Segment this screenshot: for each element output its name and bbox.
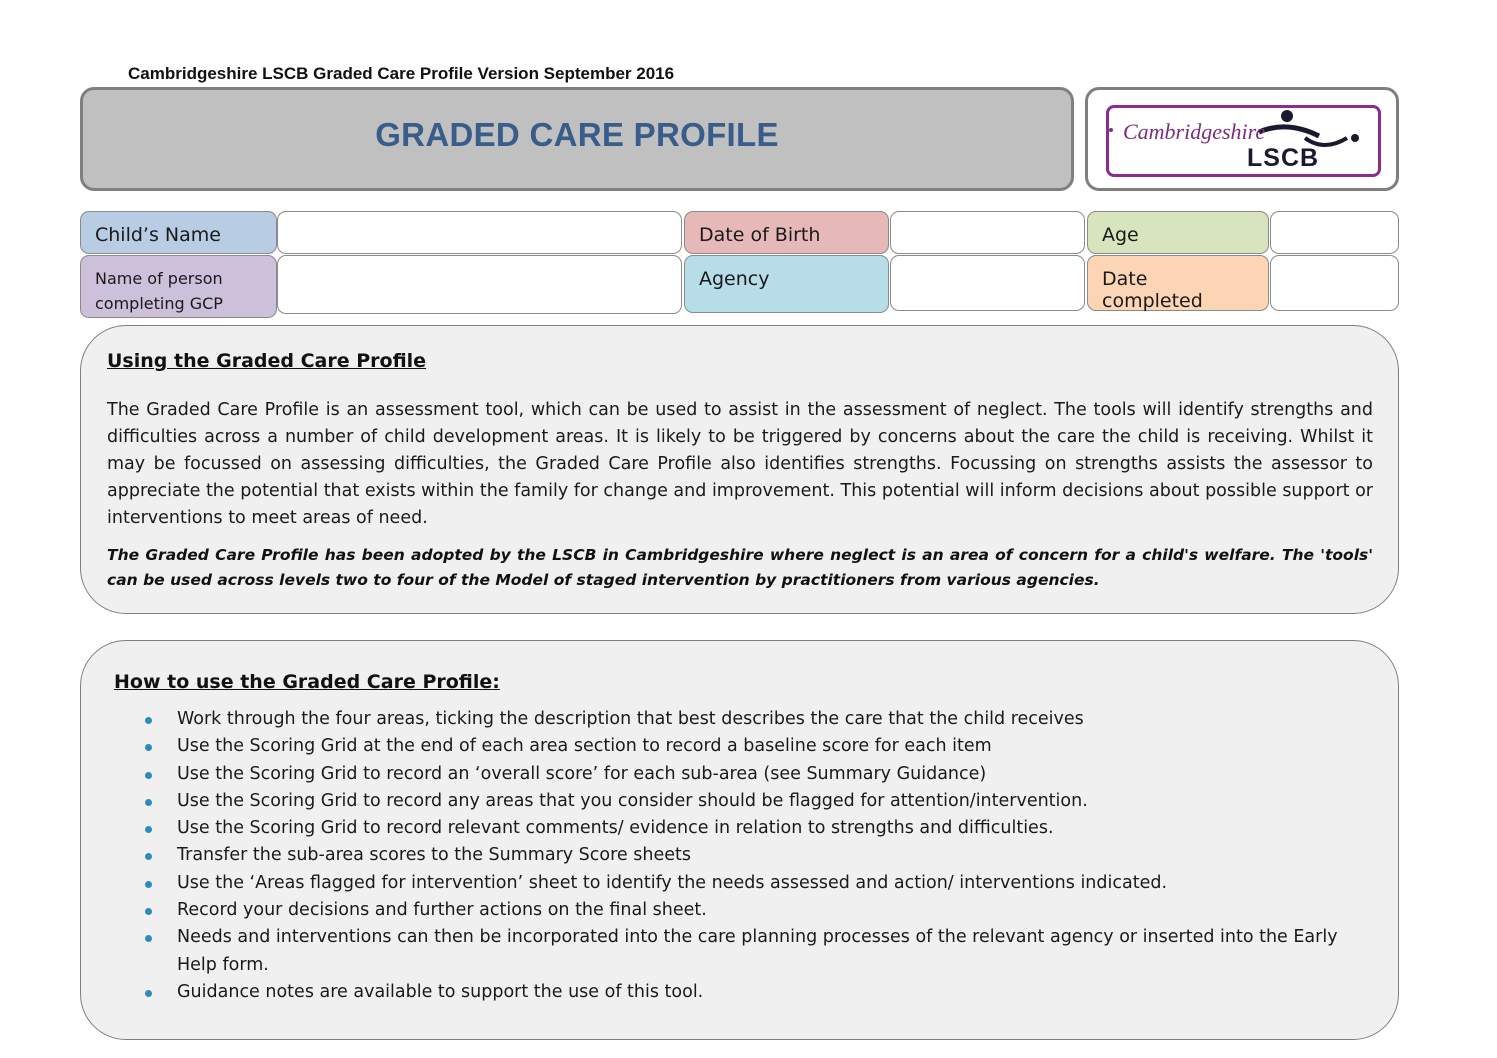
agency-field[interactable] [890,255,1085,311]
list-item-text: Use the ‘Areas flagged for intervention’ sheet to identify the needs assessed and action/ interventions indicated. [177,872,1168,893]
childs-name-label: Child’s Name [80,211,277,254]
bullet-icon [145,990,152,997]
list-item-text: Work through the four areas, ticking the description that best describes the care that the child receives [177,709,1084,729]
list-item [145,870,1345,897]
using-gcp-body: The Graded Care Profile is an assessment tool, which can be used to assist in the assessment of neglect. The tools will identify strengths and difficulties across a number of child development areas. It is likely to be triggered by concerns about the care the child is receiving. Whilst it may be focussed on assessing difficulties, the Graded Care Profile also identifies strengths. Focussing on strengths assists the assessor to appreciate the potential that exists within the family for change and improvement. This potential will inform decisions about possible support or interventions to meet areas of need. [107,400,1373,528]
date-of-birth-field[interactable] [890,211,1085,254]
age-field[interactable] [1270,211,1399,254]
list-item-text: Record your decisions and further actions on the final sheet. [177,900,707,921]
list-item [145,842,1345,869]
completer-name-label: Name of person completing GCP [80,255,277,318]
bullet-icon [145,935,152,942]
page-title: GRADED CARE PROFILE [375,116,779,153]
bullet-icon [145,853,152,860]
bullet-icon [145,908,152,915]
list-item [145,979,1345,1006]
list-item [145,924,1345,979]
list-item [145,897,1345,924]
bullet-icon [145,772,152,779]
list-item [145,788,1345,815]
age-label: Age [1087,211,1269,254]
bullet-icon [145,744,152,751]
how-to-use-list [145,706,1345,1006]
list-item-text: Transfer the sub-area scores to the Summary Score sheets [177,845,691,866]
agency-label: Agency [684,255,889,313]
list-item-text: Use the Scoring Grid to record any areas that you consider should be flagged for attention/intervention. [177,790,1088,811]
logo-text-cambridgeshire: Cambridgeshire [1123,119,1266,144]
date-completed-label: Date completed [1087,255,1269,311]
using-gcp-note: The Graded Care Profile has been adopted by the LSCB in Cambridgeshire where neglect is an area of concern for a child's welfare. The 'tools' can be used across levels two to four of the Model of staged intervention by practitioners from various agencies. [107,546,1373,589]
list-item-text: Needs and interventions can then be incorporated into the care planning processes of the relevant agency or inserted into the Early Help form. [177,927,1338,975]
bullet-icon [145,826,152,833]
list-item [145,815,1345,842]
list-item-text: Use the Scoring Grid at the end of each area section to record a baseline score for each item [177,736,992,757]
list-item-text: Use the Scoring Grid to record relevant comments/ evidence in relation to strengths and difficulties. [177,818,1054,839]
how-to-use-heading-colon: : [492,671,500,693]
cambridgeshire-lscb-logo [1106,105,1381,177]
bullet-icon [145,717,152,724]
bullet-icon [145,799,152,806]
logo-frame [1085,87,1399,191]
how-to-use-heading [114,671,500,693]
bullet-icon [145,881,152,888]
childs-name-field[interactable] [277,211,682,254]
list-item [145,761,1345,788]
how-to-use-heading-text: How to use the Graded Care Profile [114,671,493,693]
list-item [145,706,1345,733]
date-of-birth-label: Date of Birth [684,211,889,254]
using-gcp-heading: Using the Graded Care Profile [107,350,427,372]
list-item [145,733,1345,760]
document-version-header: Cambridgeshire LSCB Graded Care Profile Version September 2016 [128,64,675,83]
completer-name-field[interactable] [277,255,682,314]
list-item-text: Use the Scoring Grid to record an ‘overall score’ for each sub-area (see Summary Guidance) [177,763,987,784]
title-banner [80,87,1074,191]
list-item-text: Guidance notes are available to support the use of this tool. [177,981,704,1002]
date-completed-field[interactable] [1270,255,1399,311]
logo-text-lscb: LSCB [1247,144,1320,172]
